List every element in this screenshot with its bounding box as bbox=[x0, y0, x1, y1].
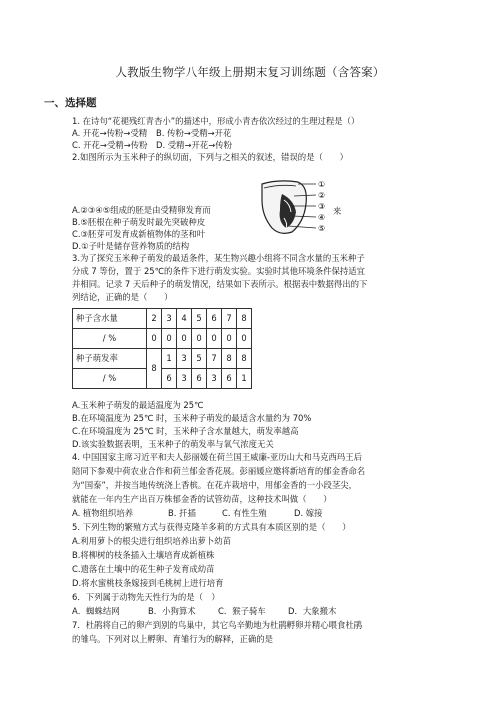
figure-label-5: ⑤ bbox=[318, 224, 326, 233]
q2-option-c: C.③胚芽可发育成新植物体的茎和叶 bbox=[72, 229, 206, 239]
q5-stem: 5. 下列生物的繁殖方式与获得克隆羊多莉的方式具有本质区别的是（ ） bbox=[72, 522, 351, 532]
table-cell: 5 bbox=[192, 349, 207, 369]
q6-stem: 6．下列属于动物先天性行为的是（ ） bbox=[72, 592, 220, 602]
q4-stem-line-2: 陪同下参观中荷农业合作和荷兰郁金香花展。彭丽媛应邀将新培育的郁金香命名 bbox=[72, 466, 366, 476]
figure-label-4: ④ bbox=[318, 213, 326, 222]
table-cell: 8 bbox=[237, 309, 252, 329]
table-cell: / % bbox=[73, 329, 147, 349]
table-cell: 0 bbox=[177, 329, 192, 349]
table-cell: 5 bbox=[192, 309, 207, 329]
table-cell: 2 bbox=[147, 309, 162, 329]
q4-stem-line-1: 4. 中国国家主席习近平和夫人彭丽媛在荷兰国王威廉-亚历山大和马克西玛王后 bbox=[72, 452, 363, 462]
q5-option-b: B.将柳树的枝条插入土壤培育成新植株 bbox=[72, 550, 215, 560]
q3-option-a: A.玉米种子萌发的最适温度为 25℃ bbox=[72, 400, 204, 410]
q1-option-b: B. 传粉→受精→开花 bbox=[156, 128, 232, 138]
q7-stem-line-2: 的雏鸟。下列对以上孵卵、育雏行为的解释，正确的是 bbox=[72, 634, 273, 644]
table-row bbox=[73, 309, 252, 329]
q7-stem-line-1: 7．杜鹃将自己的卵产到别的鸟巢中，其它鸟辛勤地为杜鹃孵卵并精心喂食杜鹃 bbox=[72, 620, 363, 630]
table-cell: 0 bbox=[222, 329, 237, 349]
table-cell: 7 bbox=[222, 309, 237, 329]
figure-label-2: ② bbox=[318, 191, 326, 200]
q1-option-d: D. 受精→开花→传粉 bbox=[156, 140, 233, 150]
table-row bbox=[73, 369, 252, 389]
table-cell: 6 bbox=[222, 369, 237, 389]
q3-stem-line-3: 并相同。记录 7 天后种子的萌发情况，结果如下表所示。根据表中数据得出的下 bbox=[72, 279, 368, 289]
q6-options-row bbox=[72, 606, 336, 617]
table-cell: 1 bbox=[162, 349, 177, 369]
q5-option-a: A.利用萝卜的根尖进行组织培养出萝卜幼苗 bbox=[72, 536, 231, 546]
table-cell: 0 bbox=[207, 329, 222, 349]
table-cell: 种子萌发率 bbox=[73, 349, 147, 369]
section-heading: 一、选择题 bbox=[44, 97, 97, 109]
table-cell: 种子含水量 bbox=[73, 309, 147, 329]
q3-stem-line-4: 列结论，正确的是（ ） bbox=[72, 292, 173, 302]
table-cell: 8 bbox=[147, 349, 162, 389]
table-cell: 6 bbox=[207, 309, 222, 329]
table-cell: 0 bbox=[162, 329, 177, 349]
q3-option-d: D.该实验数据表明，玉米种子的萌发率与氧气浓度无关 bbox=[72, 439, 274, 449]
q3-stem-line-2: 分成 7 等份，置于 25℃的条件下进行萌发实验。实验时其他环境条件保持适宜 bbox=[72, 266, 365, 276]
table-cell: 4 bbox=[177, 309, 192, 329]
q6-option-d: D．大象搬木 bbox=[288, 606, 337, 616]
q4-option-b: B. 扦插 bbox=[168, 508, 196, 518]
table-cell: 0 bbox=[237, 329, 252, 349]
table-cell: 0 bbox=[147, 329, 162, 349]
table-row bbox=[73, 349, 252, 369]
table-cell: 1 bbox=[237, 369, 252, 389]
q4-stem-line-3: 为“国泰”，并按当地传统浇上香槟。在花卉栽培中，用郁金香的一小段茎尖， bbox=[72, 480, 358, 490]
q4-option-c: C. 有性生殖 bbox=[222, 508, 267, 518]
q5-option-c: C.遗落在土壤中的花生种子发育成幼苗 bbox=[72, 564, 215, 574]
q2-option-b: B.⑤胚根在种子萌发时最先突破种皮 bbox=[72, 217, 206, 227]
q6-option-b: B．小狗算术 bbox=[148, 606, 196, 616]
q5-option-d: D.将水蜜桃枝条嫁接到毛桃树上进行培育 bbox=[72, 578, 224, 588]
table-row bbox=[73, 329, 252, 349]
q2-stem: 2.如图所示为玉米种子的纵切面，下列与之相关的叙述，错误的是（ ） bbox=[72, 152, 348, 162]
document-title: 人教版生物学八年级上册期末复习训练题（含答案） bbox=[115, 65, 385, 79]
q6-option-a: A．蜘蛛结网 bbox=[72, 606, 120, 616]
table-cell: 7 bbox=[207, 349, 222, 369]
germination-table bbox=[72, 308, 252, 389]
table-cell: 3 bbox=[177, 349, 192, 369]
q3-stem-line-1: 3.为了探究玉米种子萌发的最适条件，某生物兴趣小组将不同含水量的玉米种子 bbox=[72, 253, 365, 263]
q1-option-a: A. 开花→传粉→受精 bbox=[72, 128, 148, 138]
q1-option-c: C. 开花→受精→传粉 bbox=[72, 140, 148, 150]
q1-stem: 1. 在诗句“花褪残红青杏小”的描述中，形成小青杏依次经过的生理过程是（） bbox=[72, 116, 360, 126]
q6-option-c: C．猴子骑车 bbox=[218, 606, 266, 616]
table-cell: 8 bbox=[222, 349, 237, 369]
q2-option-d: D.①子叶是储存营养物质的结构 bbox=[72, 241, 190, 251]
q4-option-d: D. 嫁接 bbox=[294, 508, 323, 518]
figure-side-text: 来 bbox=[333, 206, 342, 216]
q3-option-b: B.在环境温度为 25℃ 时，玉米种子萌发的最适含水量约为 70% bbox=[72, 413, 312, 423]
table-cell: 3 bbox=[207, 369, 222, 389]
table-cell: / % bbox=[73, 369, 147, 389]
q1-options-row1 bbox=[72, 128, 231, 139]
q4-option-a: A. 植物组织培养 bbox=[72, 508, 134, 518]
table-cell: 0 bbox=[192, 329, 207, 349]
figure-label-1: ① bbox=[318, 180, 326, 189]
table-cell: 8 bbox=[237, 349, 252, 369]
q4-options-row bbox=[72, 508, 323, 519]
q4-stem-line-4: 就能在一年内生产出百万株郁金香的试管幼苗，这种技术叫做（ ） bbox=[72, 494, 332, 504]
table-cell: 3 bbox=[177, 369, 192, 389]
figure-label-3: ③ bbox=[318, 202, 326, 211]
q2-option-a: A.②③④⑤组成的胚是由受精卵发育而 bbox=[72, 205, 211, 215]
q3-option-c: C.在环境温度为 25℃ 时，玉米种子含水量越大，萌发率越高 bbox=[72, 426, 299, 436]
q1-options-row2 bbox=[72, 140, 232, 151]
table-cell: 6 bbox=[162, 369, 177, 389]
table-cell: 3 bbox=[162, 309, 177, 329]
table-cell: 6 bbox=[192, 369, 207, 389]
